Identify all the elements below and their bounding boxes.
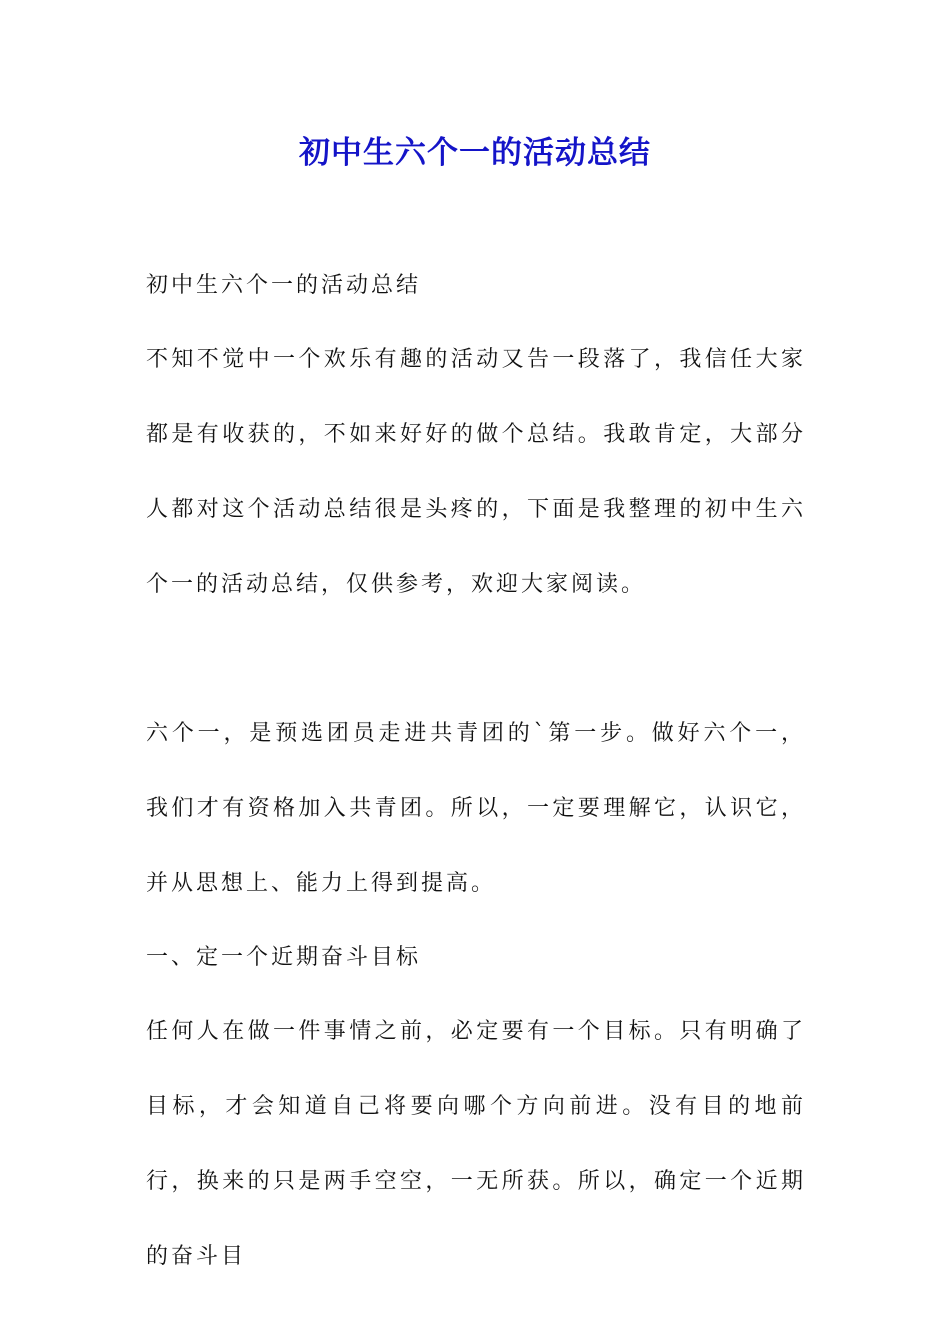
document-title: 初中生六个一的活动总结 (299, 135, 651, 171)
intro-paragraph: 不知不觉中一个欢乐有趣的活动又告一段落了，我信任大家都是有收获的，不如来好好的做个总结。我敢肯定，大部分人都对这个活动总结很是头疼的，下面是我整理的初中生六个一的活动总结，仅供参考，欢迎大家阅读。 (146, 347, 806, 597)
six-ones-paragraph: 六个一，是预选团员走进共青团的`第一步。做好六个一，我们才有资格加入共青团。所以，一定要理解它，认识它，并从思想上、能力上得到提高。 (146, 721, 806, 896)
section-heading-1: 一、定一个近期奋斗目标 (146, 945, 422, 970)
document-subtitle: 初中生六个一的活动总结 (146, 273, 422, 298)
goal-paragraph: 任何人在做一件事情之前，必定要有一个目标。只有明确了目标，才会知道自己将要向哪个方向前进。没有目的地前行，换来的只是两手空空，一无所获。所以，确定一个近期的奋斗目 (146, 1019, 806, 1269)
